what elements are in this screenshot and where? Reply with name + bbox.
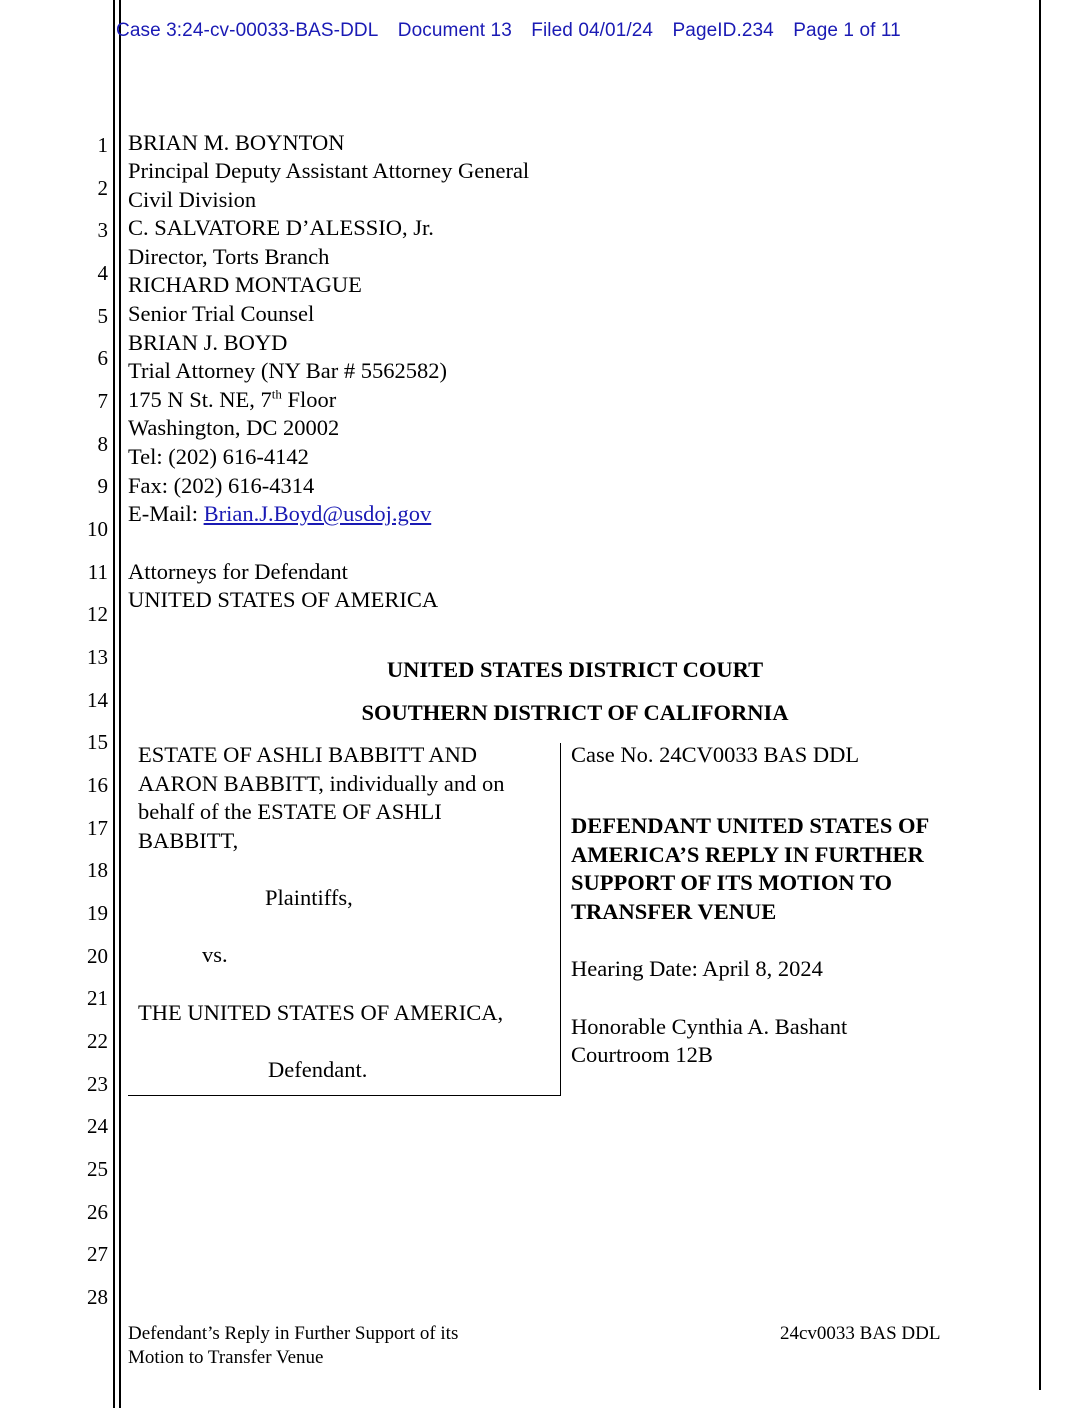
line-number: 1	[97, 133, 108, 157]
margin-rule-left-1	[113, 0, 115, 1408]
counsel-line: BRIAN M. BOYNTON	[128, 130, 345, 155]
line-number: 10	[87, 517, 108, 541]
plaintiffs-label: Plaintiffs,	[265, 885, 353, 910]
counsel-line: BRIAN J. BOYD	[128, 330, 288, 355]
counsel-city: Washington, DC 20002	[128, 415, 340, 440]
counsel-line: Trial Attorney (NY Bar # 5562582)	[128, 358, 447, 383]
plaintiff-line: ESTATE OF ASHLI BABBITT AND	[138, 742, 478, 767]
line-number: 4	[97, 261, 108, 285]
line-number: 17	[87, 816, 108, 840]
email-label: E-Mail:	[128, 501, 204, 526]
plaintiff-line: BABBITT,	[138, 828, 239, 853]
counsel-address: 175 N St. NE, 7th Floor	[128, 386, 337, 412]
header-document: Document 13	[397, 20, 512, 41]
court-district: SOUTHERN DISTRICT OF CALIFORNIA	[361, 700, 789, 725]
caption-bottom-rule	[128, 1095, 561, 1096]
hearing-date: Hearing Date: April 8, 2024	[571, 956, 823, 981]
footer-title-line: Defendant’s Reply in Further Support of its	[128, 1323, 459, 1344]
counsel-fax: Fax: (202) 616-4314	[128, 473, 315, 498]
counsel-phone: Tel: (202) 616-4142	[128, 444, 309, 469]
document-title-line: AMERICA’S REPLY IN FURTHER	[571, 842, 924, 867]
margin-rule-right	[1039, 0, 1041, 1390]
margin-rule-left-2	[119, 0, 121, 1408]
court-name: UNITED STATES DISTRICT COURT	[386, 657, 764, 682]
line-number: 5	[97, 304, 108, 328]
counsel-line: Senior Trial Counsel	[128, 301, 315, 326]
header-filed-date: Filed 04/01/24	[531, 20, 654, 41]
ecf-header	[116, 20, 915, 42]
judge-name: Honorable Cynthia A. Bashant	[571, 1014, 848, 1039]
line-number: 23	[87, 1072, 108, 1096]
line-number: 11	[87, 560, 108, 584]
line-number: 28	[87, 1285, 108, 1309]
line-number: 24	[87, 1114, 108, 1138]
line-number: 15	[87, 730, 108, 754]
line-number: 26	[87, 1200, 108, 1224]
client-name: UNITED STATES OF AMERICA	[128, 587, 439, 612]
email-link[interactable]: Brian.J.Boyd@usdoj.gov	[203, 501, 432, 526]
caption-divider	[560, 743, 561, 1096]
counsel-line: Civil Division	[128, 187, 257, 212]
line-number: 25	[87, 1157, 108, 1181]
line-number: 19	[87, 901, 108, 925]
line-number: 20	[87, 944, 108, 968]
courtroom: Courtroom 12B	[571, 1042, 713, 1067]
defendant-label: Defendant.	[268, 1057, 368, 1082]
counsel-line: C. SALVATORE D’ALESSIO, Jr.	[128, 215, 434, 240]
line-number: 2	[97, 176, 108, 200]
line-number: 8	[97, 432, 108, 456]
line-number: 13	[87, 645, 108, 669]
line-number: 3	[97, 218, 108, 242]
line-number: 21	[87, 986, 108, 1010]
case-number: Case No. 24CV0033 BAS DDL	[571, 742, 860, 767]
plaintiff-line: AARON BABBITT, individually and on	[138, 771, 505, 796]
line-number: 27	[87, 1242, 108, 1266]
line-number: 14	[87, 688, 108, 712]
plaintiff-line: behalf of the ESTATE OF ASHLI	[138, 799, 442, 824]
attorneys-for: Attorneys for Defendant	[128, 559, 348, 584]
header-page-id: PageID.234	[672, 20, 774, 41]
header-case-number: Case 3:24-cv-00033-BAS-DDL	[116, 20, 379, 41]
line-number: 12	[87, 602, 108, 626]
counsel-line: RICHARD MONTAGUE	[128, 272, 362, 297]
line-number: 22	[87, 1029, 108, 1053]
counsel-line: Director, Torts Branch	[128, 244, 330, 269]
counsel-line: Principal Deputy Assistant Attorney General	[128, 158, 530, 183]
line-number: 7	[97, 389, 108, 413]
document-title-line: TRANSFER VENUE	[571, 899, 777, 924]
counsel-email-row	[128, 501, 431, 527]
header-page-count: Page 1 of 11	[793, 20, 901, 41]
line-number: 6	[97, 346, 108, 370]
line-number: 16	[87, 773, 108, 797]
document-title-line: SUPPORT OF ITS MOTION TO	[571, 870, 892, 895]
versus: vs.	[202, 942, 228, 967]
footer-title-line: Motion to Transfer Venue	[128, 1347, 324, 1368]
document-title-line: DEFENDANT UNITED STATES OF	[571, 813, 930, 838]
line-number: 18	[87, 858, 108, 882]
defendant-name: THE UNITED STATES OF AMERICA,	[138, 1000, 504, 1025]
footer-case-number: 24cv0033 BAS DDL	[780, 1323, 941, 1344]
line-number: 9	[97, 474, 108, 498]
